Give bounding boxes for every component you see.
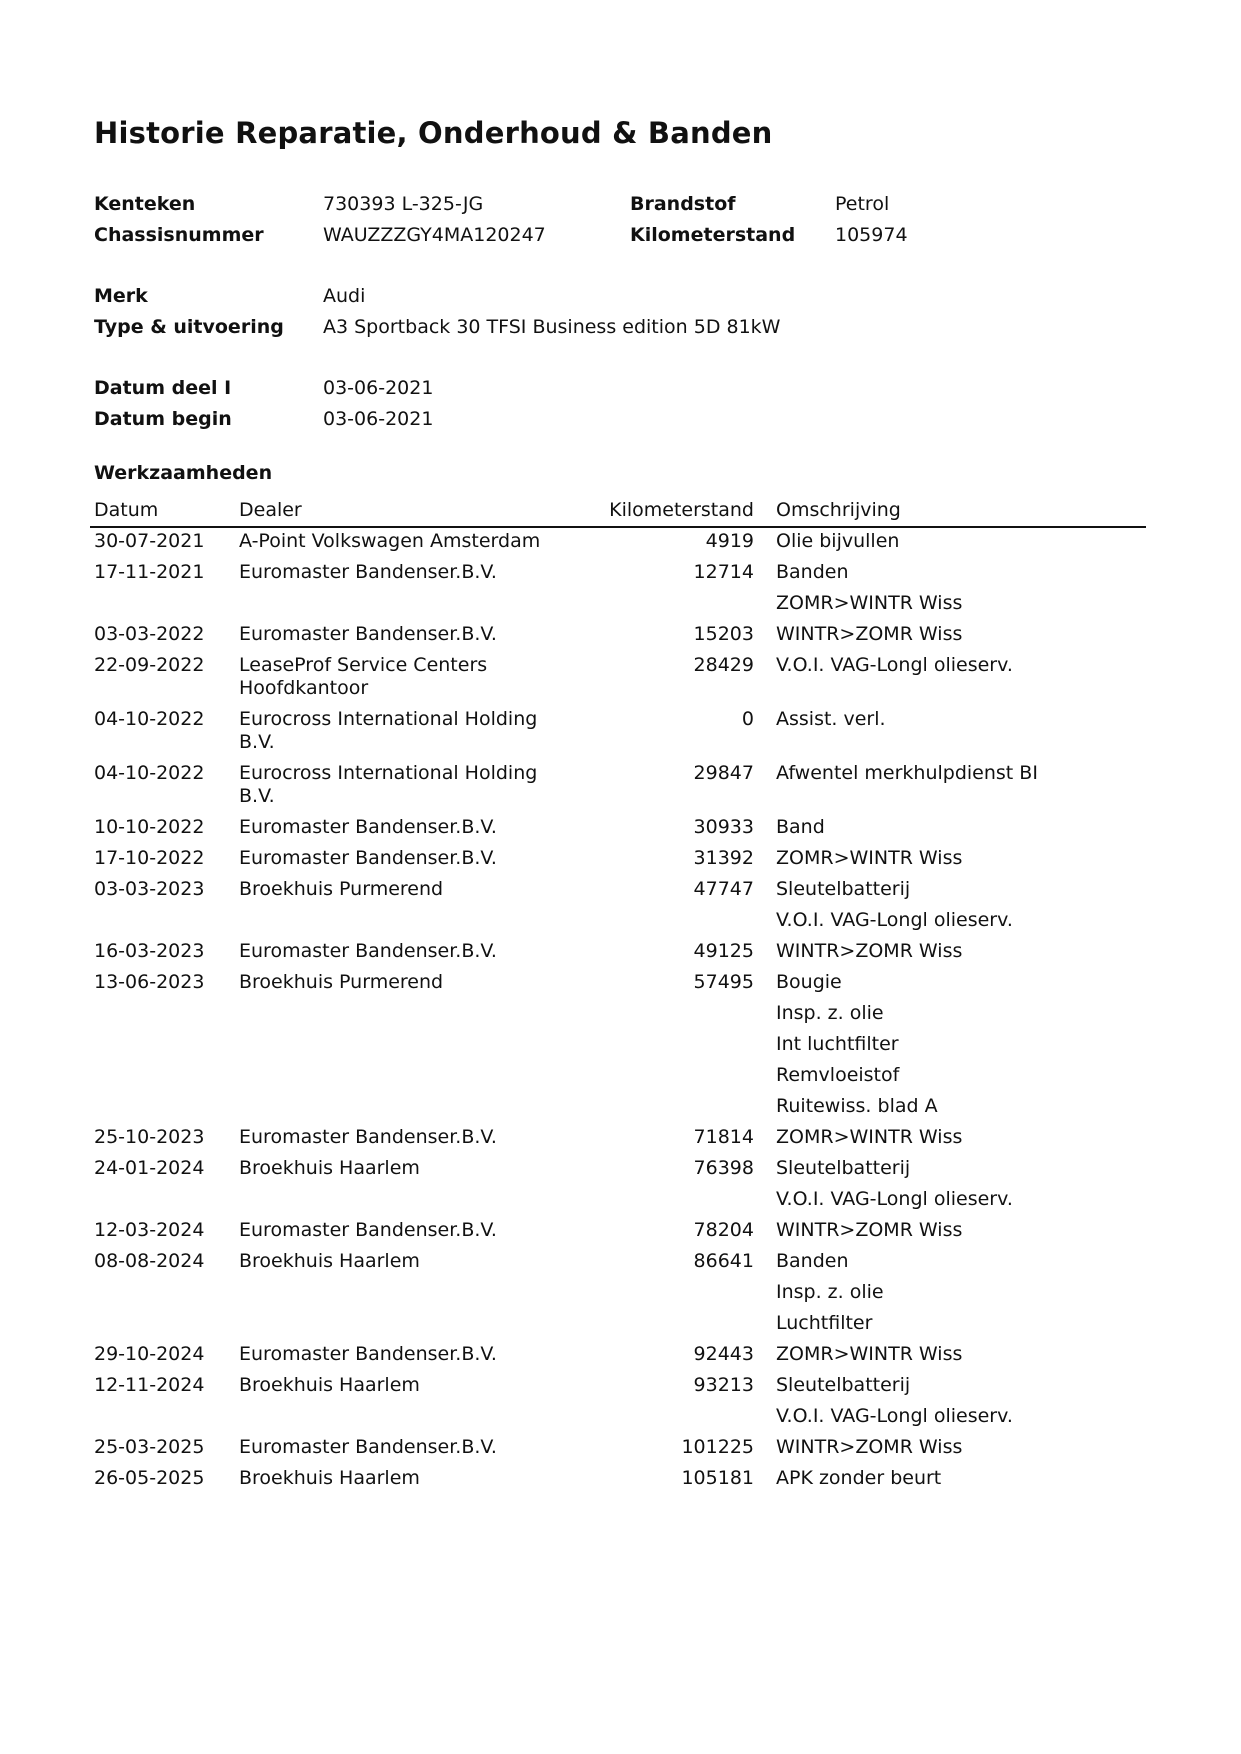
table-row xyxy=(90,971,1146,1126)
cell-dealer: Euromaster Bandenser.B.V. xyxy=(239,816,497,838)
cell-omschrijving xyxy=(776,816,825,847)
table-row xyxy=(90,847,1146,878)
omschrijving-line: Luchtfilter xyxy=(776,1312,873,1334)
table-row xyxy=(90,623,1146,654)
cell-dealer: Broekhuis Haarlem xyxy=(239,1374,420,1396)
brandstof-label: Brandstof xyxy=(630,193,736,215)
cell-dealer: Euromaster Bandenser.B.V. xyxy=(239,1436,497,1458)
table-row xyxy=(90,762,1146,816)
cell-dealer: Broekhuis Purmerend xyxy=(239,878,444,900)
cell-kilometerstand: 4919 xyxy=(705,530,754,552)
omschrijving-line: WINTR>ZOMR Wiss xyxy=(776,940,963,962)
cell-datum: 25-10-2023 xyxy=(94,1126,205,1148)
table-row xyxy=(90,1436,1146,1467)
cell-dealer: Broekhuis Purmerend xyxy=(239,971,444,993)
cell-omschrijving xyxy=(776,1157,1013,1219)
cell-kilometerstand: 92443 xyxy=(693,1343,754,1365)
omschrijving-line: ZOMR>WINTR Wiss xyxy=(776,847,963,869)
omschrijving-line: Ruitewiss. blad A xyxy=(776,1095,938,1117)
cell-omschrijving xyxy=(776,561,962,623)
cell-dealer: Euromaster Bandenser.B.V. xyxy=(239,1126,497,1148)
cell-kilometerstand: 15203 xyxy=(693,623,754,645)
cell-omschrijving xyxy=(776,530,899,561)
omschrijving-line: Insp. z. olie xyxy=(776,1002,884,1024)
cell-omschrijving xyxy=(776,708,886,739)
cell-datum: 29-10-2024 xyxy=(94,1343,205,1365)
omschrijving-line: Insp. z. olie xyxy=(776,1281,884,1303)
brandstof-value: Petrol xyxy=(835,193,890,215)
omschrijving-line: ZOMR>WINTR Wiss xyxy=(776,1343,963,1365)
cell-kilometerstand: 105181 xyxy=(681,1467,754,1489)
omschrijving-line: Banden xyxy=(776,561,849,583)
omschrijving-line: ZOMR>WINTR Wiss xyxy=(776,1126,963,1148)
cell-datum: 08-08-2024 xyxy=(94,1250,205,1272)
omschrijving-line: Assist. verl. xyxy=(776,708,886,730)
cell-dealer: Euromaster Bandenser.B.V. xyxy=(239,940,497,962)
cell-dealer: Broekhuis Haarlem xyxy=(239,1157,420,1179)
omschrijving-line: V.O.I. VAG-Longl olieserv. xyxy=(776,1405,1013,1427)
chassis-value: WAUZZZGY4MA120247 xyxy=(323,224,546,246)
cell-datum: 25-03-2025 xyxy=(94,1436,205,1458)
cell-omschrijving xyxy=(776,971,938,1126)
cell-kilometerstand: 30933 xyxy=(693,816,754,838)
chassis-label: Chassisnummer xyxy=(94,224,264,246)
cell-kilometerstand: 71814 xyxy=(693,1126,754,1148)
datum-begin-label: Datum begin xyxy=(94,408,232,430)
cell-datum: 03-03-2022 xyxy=(94,623,205,645)
cell-omschrijving xyxy=(776,847,962,878)
column-header-dealer: Dealer xyxy=(239,499,302,521)
table-row xyxy=(90,708,1146,762)
column-header-datum: Datum xyxy=(94,499,159,521)
omschrijving-line: Remvloeistof xyxy=(776,1064,900,1086)
datum-deel-label: Datum deel I xyxy=(94,377,232,399)
cell-datum: 17-11-2021 xyxy=(94,561,205,583)
cell-datum: 12-03-2024 xyxy=(94,1219,205,1241)
merk-label: Merk xyxy=(94,285,148,307)
cell-omschrijving xyxy=(776,1250,884,1343)
cell-kilometerstand: 29847 xyxy=(693,762,754,784)
cell-kilometerstand: 49125 xyxy=(693,940,754,962)
cell-kilometerstand: 28429 xyxy=(693,654,754,676)
kilometerstand-value: 105974 xyxy=(835,224,908,246)
cell-dealer: Euromaster Bandenser.B.V. xyxy=(239,561,497,583)
cell-dealer: Euromaster Bandenser.B.V. xyxy=(239,1343,497,1365)
werkzaamheden-table-body xyxy=(90,530,1146,1498)
type-value: A3 Sportback 30 TFSI Business edition 5D 81kW xyxy=(323,316,781,338)
cell-kilometerstand: 101225 xyxy=(681,1436,754,1458)
cell-dealer: Eurocross International Holding B.V. xyxy=(239,708,538,753)
cell-omschrijving xyxy=(776,1343,962,1374)
cell-datum: 03-03-2023 xyxy=(94,878,205,900)
omschrijving-line: Sleutelbatterij xyxy=(776,1374,911,1396)
omschrijving-line: Bougie xyxy=(776,971,842,993)
cell-dealer: Broekhuis Haarlem xyxy=(239,1250,420,1272)
cell-dealer: Euromaster Bandenser.B.V. xyxy=(239,1219,497,1241)
cell-kilometerstand: 93213 xyxy=(693,1374,754,1396)
cell-omschrijving xyxy=(776,878,1013,940)
cell-omschrijving xyxy=(776,654,1013,685)
omschrijving-line: WINTR>ZOMR Wiss xyxy=(776,1219,963,1241)
table-row xyxy=(90,878,1146,940)
cell-dealer: A-Point Volkswagen Amsterdam xyxy=(239,530,541,552)
omschrijving-line: V.O.I. VAG-Longl olieserv. xyxy=(776,654,1013,676)
page-title: Historie Reparatie, Onderhoud & Banden xyxy=(94,116,773,150)
omschrijving-line: Int luchtfilter xyxy=(776,1033,899,1055)
table-row xyxy=(90,816,1146,847)
table-row xyxy=(90,1343,1146,1374)
cell-kilometerstand: 78204 xyxy=(693,1219,754,1241)
cell-dealer: LeaseProf Service Centers Hoofdkantoor xyxy=(239,654,488,699)
cell-kilometerstand: 86641 xyxy=(693,1250,754,1272)
cell-dealer: Broekhuis Haarlem xyxy=(239,1467,420,1489)
table-row xyxy=(90,1374,1146,1436)
table-row xyxy=(90,654,1146,708)
cell-datum: 24-01-2024 xyxy=(94,1157,205,1179)
omschrijving-line: WINTR>ZOMR Wiss xyxy=(776,623,963,645)
column-header-omschrijving: Omschrijving xyxy=(776,499,901,521)
cell-datum: 22-09-2022 xyxy=(94,654,205,676)
table-row xyxy=(90,1250,1146,1343)
omschrijving-line: Band xyxy=(776,816,825,838)
cell-omschrijving xyxy=(776,623,962,654)
cell-kilometerstand: 57495 xyxy=(693,971,754,993)
cell-datum: 17-10-2022 xyxy=(94,847,205,869)
type-label: Type & uitvoering xyxy=(94,316,284,338)
omschrijving-line: Banden xyxy=(776,1250,849,1272)
cell-kilometerstand: 76398 xyxy=(693,1157,754,1179)
table-row xyxy=(90,1126,1146,1157)
cell-omschrijving xyxy=(776,1219,962,1250)
omschrijving-line: Sleutelbatterij xyxy=(776,878,911,900)
cell-datum: 26-05-2025 xyxy=(94,1467,205,1489)
kenteken-label: Kenteken xyxy=(94,193,196,215)
cell-datum: 16-03-2023 xyxy=(94,940,205,962)
cell-datum: 10-10-2022 xyxy=(94,816,205,838)
cell-omschrijving xyxy=(776,762,1038,793)
cell-kilometerstand: 31392 xyxy=(693,847,754,869)
cell-dealer: Euromaster Bandenser.B.V. xyxy=(239,623,497,645)
table-row xyxy=(90,1157,1146,1219)
cell-datum: 13-06-2023 xyxy=(94,971,205,993)
omschrijving-line: V.O.I. VAG-Longl olieserv. xyxy=(776,909,1013,931)
cell-omschrijving xyxy=(776,1126,962,1157)
table-row xyxy=(90,1467,1146,1498)
cell-kilometerstand: 47747 xyxy=(693,878,754,900)
datum-deel-value: 03-06-2021 xyxy=(323,377,434,399)
omschrijving-line: ZOMR>WINTR Wiss xyxy=(776,592,963,614)
cell-omschrijving xyxy=(776,1374,1013,1436)
cell-dealer: Eurocross International Holding B.V. xyxy=(239,762,538,807)
column-header-kilometerstand: Kilometerstand xyxy=(609,499,754,521)
omschrijving-line: WINTR>ZOMR Wiss xyxy=(776,1436,963,1458)
cell-datum: 04-10-2022 xyxy=(94,762,205,784)
table-row xyxy=(90,530,1146,561)
omschrijving-line: V.O.I. VAG-Longl olieserv. xyxy=(776,1188,1013,1210)
table-header xyxy=(90,496,1146,528)
omschrijving-line: APK zonder beurt xyxy=(776,1467,942,1489)
cell-omschrijving xyxy=(776,1467,941,1498)
table-row xyxy=(90,561,1146,623)
cell-kilometerstand: 0 xyxy=(741,708,754,730)
table-row xyxy=(90,940,1146,971)
cell-kilometerstand: 12714 xyxy=(693,561,754,583)
cell-datum: 12-11-2024 xyxy=(94,1374,205,1396)
omschrijving-line: Olie bijvullen xyxy=(776,530,900,552)
cell-omschrijving xyxy=(776,940,962,971)
werkzaamheden-heading: Werkzaamheden xyxy=(94,462,273,484)
omschrijving-line: Afwentel merkhulpdienst BI xyxy=(776,762,1038,784)
cell-dealer: Euromaster Bandenser.B.V. xyxy=(239,847,497,869)
cell-datum: 30-07-2021 xyxy=(94,530,205,552)
table-row xyxy=(90,1219,1146,1250)
omschrijving-line: Sleutelbatterij xyxy=(776,1157,911,1179)
merk-value: Audi xyxy=(323,285,366,307)
kenteken-value: 730393 L-325-JG xyxy=(323,193,484,215)
kilometerstand-label: Kilometerstand xyxy=(630,224,796,246)
cell-omschrijving xyxy=(776,1436,962,1467)
datum-begin-value: 03-06-2021 xyxy=(323,408,434,430)
cell-datum: 04-10-2022 xyxy=(94,708,205,730)
